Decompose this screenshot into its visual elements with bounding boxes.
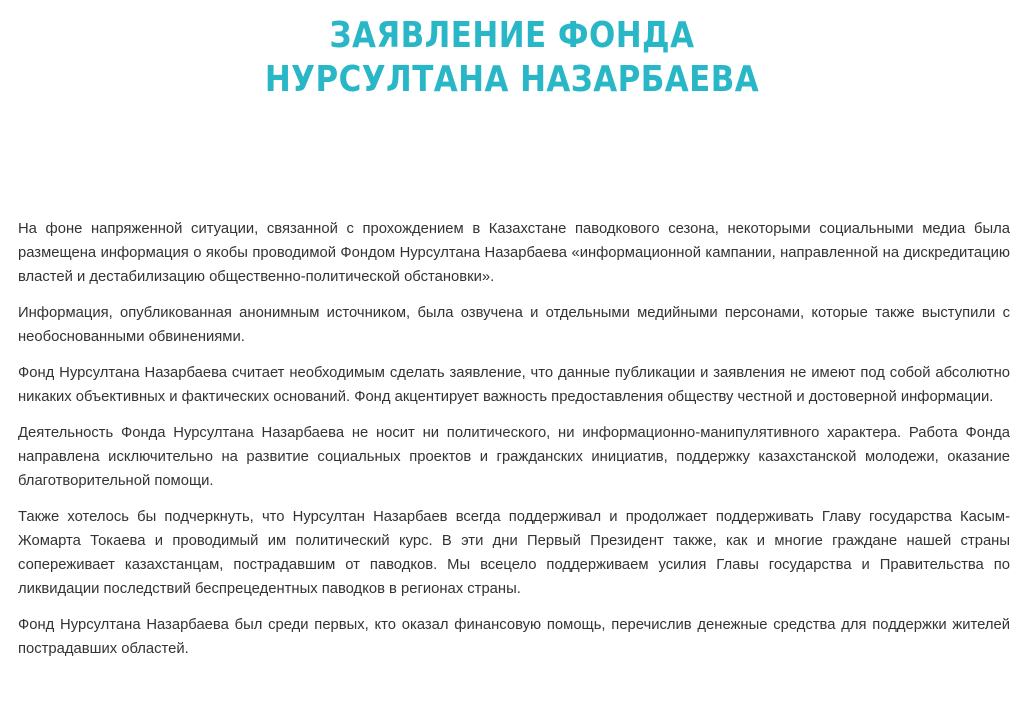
paragraph-1: На фоне напряженной ситуации, связанной с прохождением в Казахстане паводкового сезона, некоторыми социальными медиа была размещена информация о якобы проводимой Фондом Нурсултана Назарбаева «информационной кампании, направленной на дискредитацию властей и дестабилизацию общественно-политической обстановки». (18, 221, 1010, 285)
paragraph-3: Фонд Нурсултана Назарбаева считает необходимым сделать заявление, что данные публикации и заявления не имеют под собой абсолютно никаких объективных и фактических оснований. Фонд акцентирует важность предоставления обществу честной и достоверной информации. (18, 365, 1010, 405)
paragraph-6: Фонд Нурсултана Назарбаева был среди первых, кто оказал финансовую помощь, перечислив денежные средства для поддержки жителей пострадавших областей. (18, 617, 1010, 657)
paragraph-2: Информация, опубликованная анонимным источником, была озвучена и отдельными медийными персонами, которые также выступили с необоснованными обвинениями. (18, 305, 1010, 345)
statement-body (18, 217, 1010, 673)
paragraph-5: Также хотелось бы подчеркнуть, что Нурсултан Назарбаев всегда поддерживал и продолжает поддерживать Главу государства Касым-Жомарта Токаева и проводимый им политический курс. В эти дни Первый Президент также, как и многие граждане нашей страны сопереживает казахстанцам, пострадавшим от паводков. Мы всецело поддерживаем усилия Главы государства и Правительства по ликвидации последствий беспрецедентных паводков в регионах страны. (18, 509, 1010, 597)
paragraph-4: Деятельность Фонда Нурсултана Назарбаева не носит ни политического, ни информационно-манипулятивного характера. Работа Фонда направлена исключительно на развитие социальных проектов и гражданских инициатив, поддержку казахстанской молодежи, оказание благотворительной помощи. (18, 425, 1010, 489)
page-title (0, 14, 1024, 102)
page-title-line-2: НУРСУЛТАНА НАЗАРБАЕВА (264, 59, 760, 100)
page-title-line-1: ЗАЯВЛЕНИЕ ФОНДА (329, 15, 695, 56)
